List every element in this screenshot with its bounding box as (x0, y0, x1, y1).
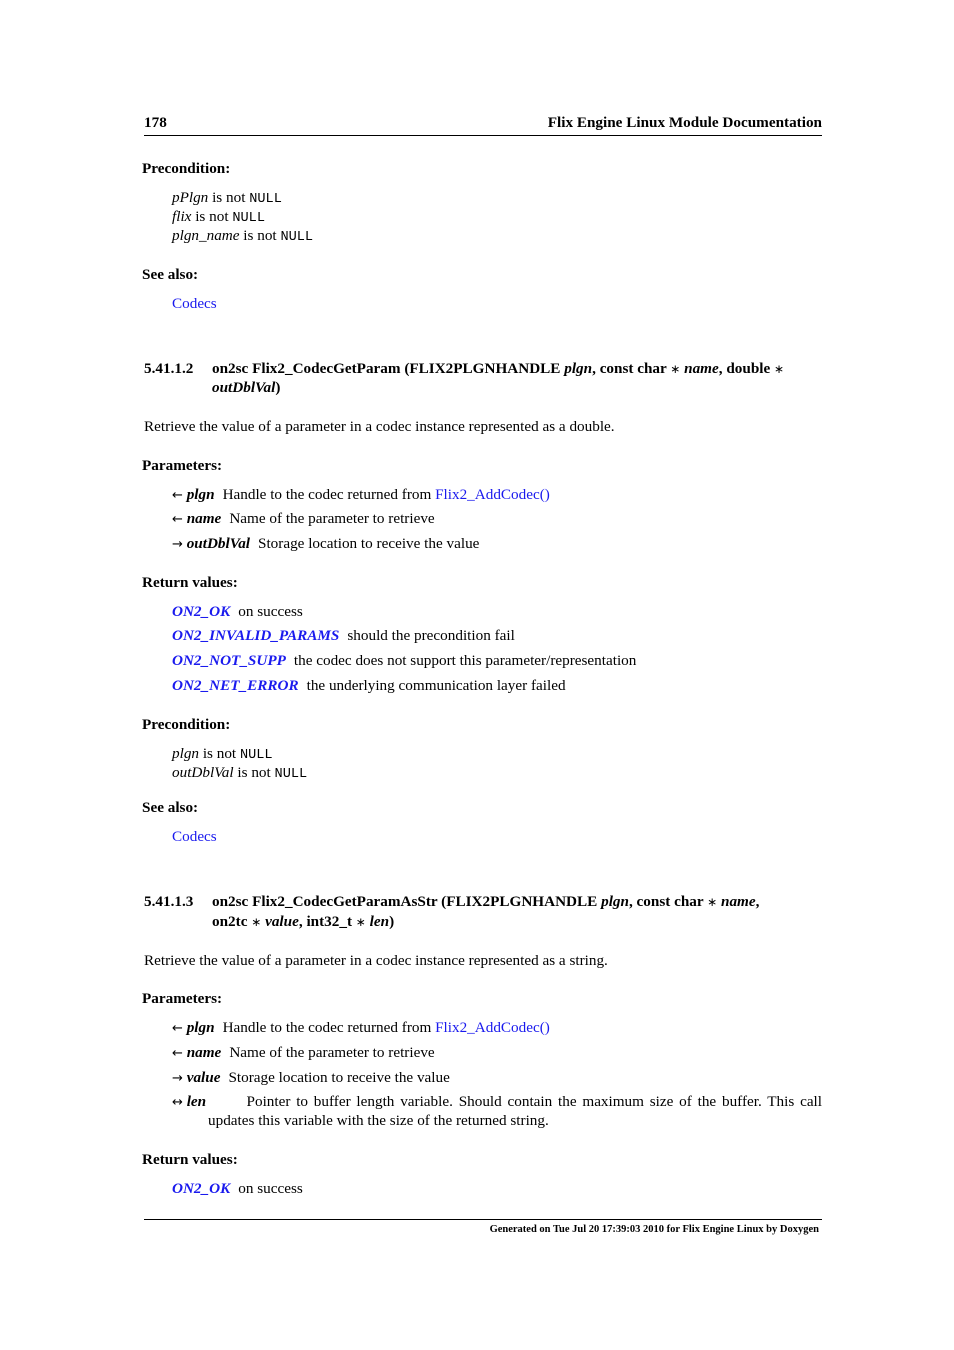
param-row: → outDblVal Storage location to receive the value (172, 535, 480, 552)
pointer-star: ∗ (251, 915, 262, 929)
param-row: ← name Name of the parameter to retrieve (172, 510, 435, 527)
arrow-left-icon: ← (172, 488, 183, 503)
flix2-addcodec-link[interactable]: Flix2_AddCodec() (435, 486, 550, 503)
parameters-heading: Parameters: (142, 990, 223, 1007)
param-name: flix (172, 208, 192, 225)
footer-rule (144, 1219, 822, 1220)
precondition-item: flix is not NULL (172, 208, 265, 226)
function-signature: on2sc Flix2_CodecGetParam (FLIX2PLGNHANDLE plgn, const char ∗ name, double ∗ (212, 360, 785, 377)
page-number: 178 (144, 114, 167, 131)
see-also-heading: See also: (142, 799, 199, 816)
param-name: plgn_name (172, 227, 240, 244)
return-values-heading: Return values: (142, 1151, 238, 1168)
retval-row: ON2_OK on success (172, 603, 303, 620)
section-number: 5.41.1.3 (144, 893, 194, 910)
flix2-addcodec-link[interactable]: Flix2_AddCodec() (435, 1019, 550, 1036)
footer-text: Generated on Tue Jul 20 17:39:03 2010 for Flix Engine Linux by Doxygen (489, 1224, 819, 1235)
on2-ok-link[interactable]: ON2_OK (172, 603, 231, 620)
precondition-item: plgn is not NULL (172, 745, 273, 763)
precondition-heading: Precondition: (142, 716, 231, 733)
precondition-heading: Precondition: (142, 160, 231, 177)
arrow-left-icon: ← (172, 1021, 183, 1036)
function-signature: on2sc Flix2_CodecGetParamAsStr (FLIX2PLGNHANDLE plgn, const char ∗ name, (212, 893, 760, 910)
retval-row: ON2_NOT_SUPP the codec does not support this parameter/representation (172, 652, 637, 669)
pointer-star: ∗ (670, 362, 681, 376)
section-number: 5.41.1.2 (144, 360, 194, 377)
pointer-star: ∗ (355, 915, 366, 929)
function-description: Retrieve the value of a parameter in a codec instance represented as a string. (144, 952, 608, 969)
on2-net-error-link[interactable]: ON2_NET_ERROR (172, 677, 299, 694)
see-also-heading: See also: (142, 266, 199, 283)
function-signature-cont: on2tc ∗ value, int32_t ∗ len) (212, 913, 395, 930)
function-signature-cont: outDblVal) (212, 379, 281, 396)
return-values-heading: Return values: (142, 574, 238, 591)
retval-row: ON2_OK on success (172, 1180, 303, 1197)
param-name: pPlgn (172, 189, 209, 206)
retval-row: ON2_INVALID_PARAMS should the precondition fail (172, 627, 515, 644)
codecs-link[interactable]: Codecs (172, 295, 217, 312)
arrow-both-icon: ↔ (172, 1095, 183, 1110)
precondition-item: pPlgn is not NULL (172, 189, 282, 207)
running-title: Flix Engine Linux Module Documentation (547, 114, 822, 131)
param-row: ← name Name of the parameter to retrieve (172, 1044, 435, 1061)
arrow-left-icon: ← (172, 1046, 183, 1061)
arrow-left-icon: ← (172, 512, 183, 527)
pointer-star: ∗ (707, 895, 718, 909)
param-row: → value Storage location to receive the value (172, 1069, 450, 1086)
on2-invalid-params-link[interactable]: ON2_INVALID_PARAMS (172, 627, 340, 644)
function-description: Retrieve the value of a parameter in a codec instance represented as a double. (144, 418, 615, 435)
param-row: ← plgn Handle to the codec returned from Flix2_AddCodec() (172, 486, 550, 503)
retval-row: ON2_NET_ERROR the underlying communication layer failed (172, 677, 566, 694)
param-row: ↔ len Pointer to buffer length variable. Should contain the maximum size of the buffer. This call updates this variable with the size of the returned string. (172, 1093, 822, 1129)
on2-not-supp-link[interactable]: ON2_NOT_SUPP (172, 652, 286, 669)
on2-ok-link[interactable]: ON2_OK (172, 1180, 231, 1197)
pointer-star: ∗ (774, 362, 785, 376)
parameters-heading: Parameters: (142, 457, 223, 474)
precondition-item: outDblVal is not NULL (172, 764, 308, 782)
arrow-right-icon: → (172, 537, 183, 552)
arrow-right-icon: → (172, 1071, 183, 1086)
codecs-link[interactable]: Codecs (172, 828, 217, 845)
precondition-item: plgn_name is not NULL (172, 227, 314, 245)
header-rule (144, 135, 822, 136)
param-row: ← plgn Handle to the codec returned from Flix2_AddCodec() (172, 1019, 550, 1036)
